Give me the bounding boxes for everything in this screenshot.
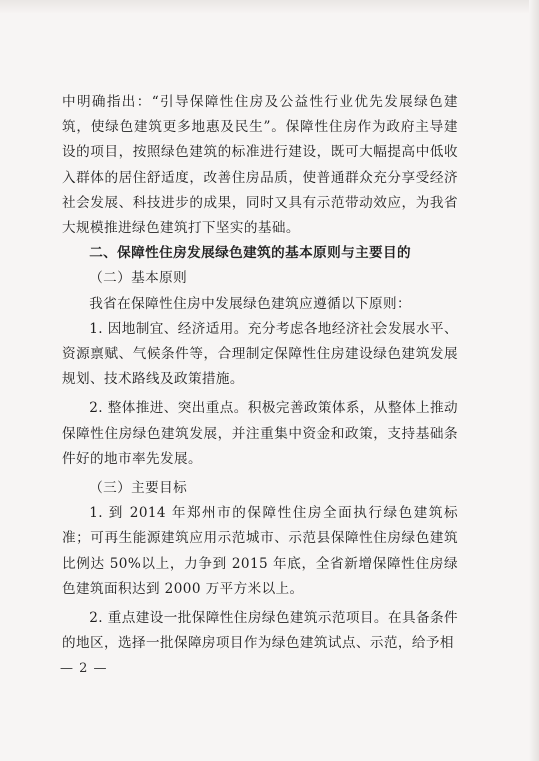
paragraph-intro-continued: 中明确指出：“引导保障性住房及公益性行业优先发展绿色建筑，使绿色建筑更多地惠及民生”。保障性住房作为政府主导建设的项目，按照绿色建筑的标准进行建设，既可大幅提高中低收入群体的居住舒适度，改善住房品质，使普通群众充分享受经济社会发展、科技进步的成果，同时又具有示范带动效应，为我省大规模推进绿色建筑打下坚实的基础。 bbox=[62, 94, 458, 237]
paragraph-goal-2: 2. 重点建设一批保障性住房绿色建筑示范项目。在具备条件的地区，选择一批保障房项目作为绿色建筑试点、示范，给予相 bbox=[62, 610, 458, 652]
subheading-basic-principles: （二）基本原则 bbox=[89, 270, 188, 287]
section-heading-principles-goals: 二、保障性住房发展绿色建筑的基本原则与主要目的 bbox=[89, 245, 412, 262]
paragraph-principles-intro: 我省在保障性住房中发展绿色建筑应遵循以下原则： bbox=[89, 295, 412, 312]
paragraph-principle-1: 1. 因地制宜、经济适用。充分考虑各地经济社会发展水平、资源禀赋、气候条件等，合理制定保障性住房建设绿色建筑发展规划、技术路线及政策措施。 bbox=[62, 320, 458, 388]
subheading-main-goals: （三）主要目标 bbox=[89, 480, 188, 497]
page-number-footer: — 2 — bbox=[60, 661, 108, 676]
paragraph-goal-1: 1. 到 2014 年郑州市的保障性住房全面执行绿色建筑标准；可再生能源建筑应用示范城市、示范县保障性住房绿色建筑比例达 50%以上，力争到 2015 年底，全省新增保障性住房绿色建筑面积达到 2000 万平方米以上。 bbox=[62, 505, 458, 597]
document-body bbox=[62, 90, 458, 656]
scan-shadow-right bbox=[529, 0, 539, 761]
paragraph-principle-2: 2. 整体推进、突出重点。积极完善政策体系，从整体上推动保障性住房绿色建筑发展，并注重集中资金和政策，支持基础条件好的地市率先发展。 bbox=[62, 400, 458, 467]
scan-shadow-top bbox=[0, 0, 539, 14]
